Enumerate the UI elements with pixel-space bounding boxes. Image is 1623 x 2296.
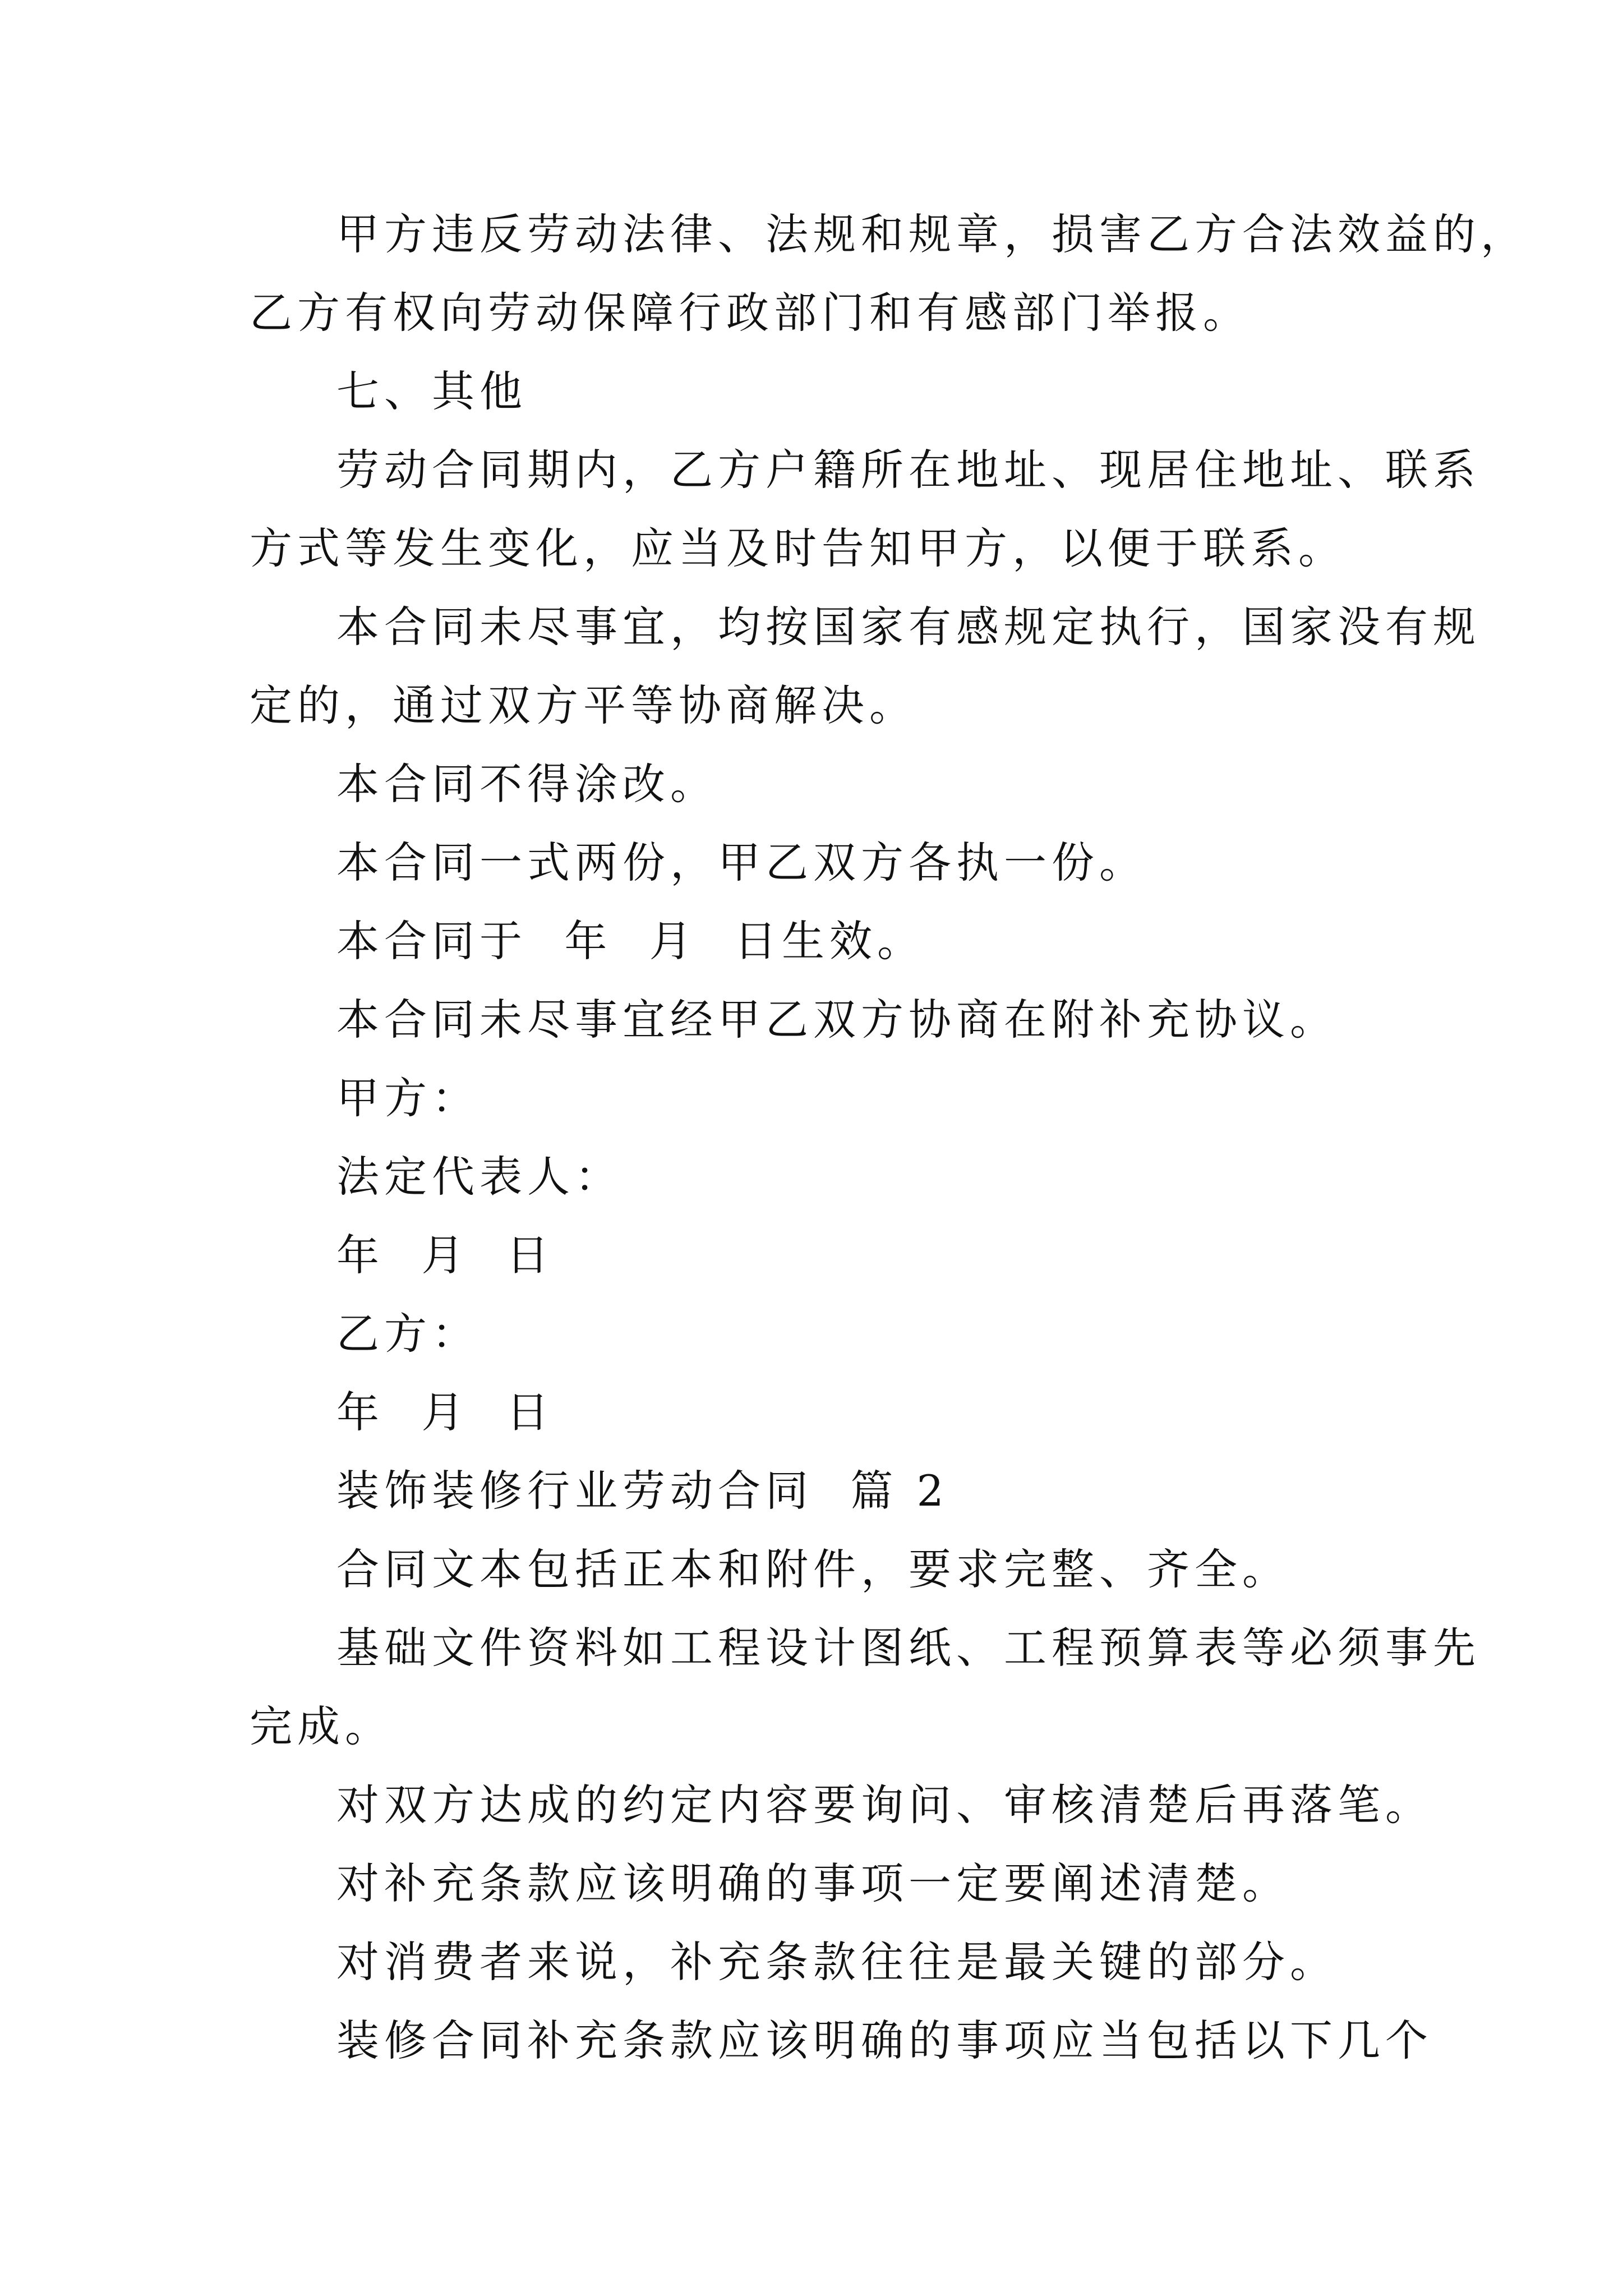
signature-legal-representative: 法定代表人：: [336, 1152, 623, 1202]
paragraph-line: 方式等发生变化，应当及时告知甲方，以便于联系。: [250, 523, 1346, 573]
paragraph-line: 劳动合同期内，乙方户籍所在地址、现居住地址、联系: [336, 445, 1481, 495]
paragraph-line: 甲方违反劳动法律、法规和规章，损害乙方合法效益的，: [336, 209, 1528, 259]
paragraph-line: 本合同不得涂改。: [336, 759, 718, 809]
paragraph-line: 本合同于 年 月 日生效。: [336, 916, 925, 966]
paragraph-line: 完成。: [250, 1701, 393, 1751]
paragraph-line: 装修合同补充条款应该明确的事项应当包括以下几个: [336, 2016, 1433, 2065]
paragraph-line: 对消费者来说，补充条款往往是最关键的部分。: [336, 1937, 1338, 1987]
signature-date: 年 月 日: [336, 1387, 554, 1437]
paragraph-line: 定的，通过双方平等协商解决。: [250, 680, 917, 730]
section-heading: 七、其他: [336, 366, 527, 416]
section-title: 装饰装修行业劳动合同 篇 2: [336, 1466, 949, 1516]
paragraph-line: 对双方达成的约定内容要询问、审核清楚后再落笔。: [336, 1780, 1433, 1830]
paragraph-line: 本合同未尽事宜经甲乙双方协商在附补充协议。: [336, 995, 1338, 1045]
paragraph-line: 基础文件资料如工程设计图纸、工程预算表等必须事先: [336, 1623, 1481, 1673]
paragraph-line: 对补充条款应该明确的事项一定要阐述清楚。: [336, 1858, 1290, 1908]
paragraph-line: 合同文本包括正本和附件，要求完整、齐全。: [336, 1544, 1290, 1594]
signature-party-b: 乙方：: [336, 1309, 479, 1359]
paragraph-line: 本合同未尽事宜，均按国家有感规定执行，国家没有规: [336, 602, 1481, 652]
paragraph-line: 本合同一式两份，甲乙双方各执一份。: [336, 838, 1147, 887]
signature-date: 年 月 日: [336, 1230, 554, 1280]
paragraph-line: 乙方有权向劳动保障行政部门和有感部门举报。: [250, 288, 1251, 338]
signature-party-a: 甲方：: [336, 1073, 479, 1123]
